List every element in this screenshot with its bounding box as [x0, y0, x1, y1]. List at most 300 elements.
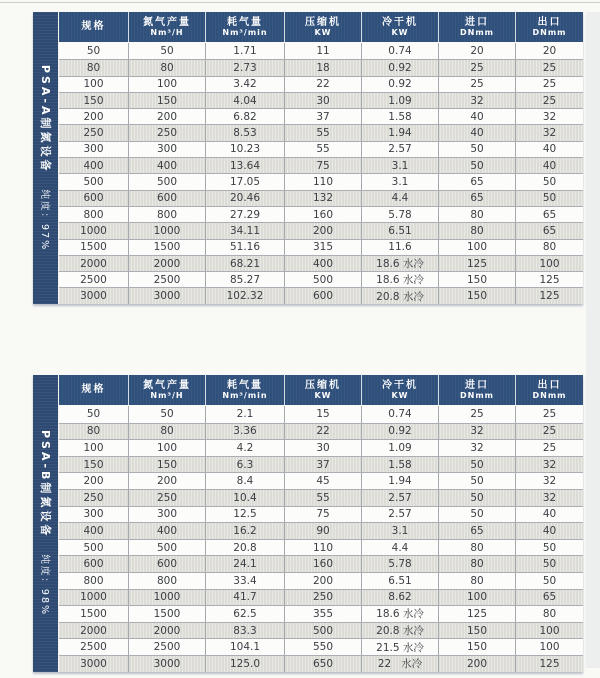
table-cell: 150	[83, 94, 104, 107]
table-cell: 2.57	[361, 142, 438, 157]
column-unit: Nm³/H	[150, 27, 184, 37]
table-cell: 600	[83, 558, 104, 571]
side-label-purity: 纯度：98%	[38, 554, 50, 617]
table-cell: 355	[284, 606, 361, 622]
table-cell: 25	[515, 60, 583, 75]
table-cell: 500	[128, 174, 205, 189]
table-cell: 12.5	[205, 507, 284, 523]
table-cell: 250	[128, 490, 205, 506]
table-cell: 32	[515, 490, 583, 506]
psa-a-spec-table	[33, 12, 583, 304]
column-unit: DNmm	[532, 390, 567, 400]
column-label: 氮气产量	[143, 379, 191, 391]
table-cell: 100	[515, 256, 583, 271]
table-cell: 13.64	[205, 158, 284, 173]
table-cell: 80	[86, 425, 101, 438]
table-cell: 90	[284, 523, 361, 539]
table-cell: 3000	[80, 290, 107, 303]
table-cell: 25	[438, 77, 515, 92]
table-cell: 2000	[128, 256, 205, 271]
table-cell: 2.57	[361, 490, 438, 506]
table-cell: 50	[438, 158, 515, 173]
table-cell: 34.11	[205, 223, 284, 238]
psa-b-grid	[58, 375, 583, 672]
table-cell: 50	[86, 45, 101, 58]
table-cell: 32	[515, 457, 583, 473]
table-cell: 18.6 水冷	[361, 272, 438, 287]
table-row	[59, 406, 583, 423]
table-cell: 40	[438, 109, 515, 124]
table-row	[59, 239, 583, 255]
table-cell: 80	[438, 223, 515, 238]
table-row	[59, 157, 583, 173]
table-cell: 33.4	[205, 573, 284, 589]
column-header	[205, 375, 284, 405]
table-cell: 200	[128, 473, 205, 489]
table-cell: 100	[515, 639, 583, 655]
table-cell: 25	[438, 60, 515, 75]
table-cell: 18.6 水冷	[361, 606, 438, 622]
column-header	[361, 12, 438, 42]
column-header	[128, 375, 205, 405]
table-cell: 50	[438, 142, 515, 157]
table-row	[59, 605, 583, 622]
psa-a-side-strip	[33, 12, 58, 304]
table-cell: 75	[284, 507, 361, 523]
table-row	[59, 173, 583, 189]
column-header	[59, 375, 128, 405]
table-cell: 400	[128, 158, 205, 173]
table-cell: 30	[284, 440, 361, 456]
table-cell: 80	[438, 556, 515, 572]
column-label: 进口	[465, 379, 489, 391]
table-cell: 150	[128, 93, 205, 108]
column-unit: DNmm	[532, 27, 567, 37]
table-cell: 50	[86, 408, 101, 421]
psa-b-spec-table	[33, 375, 583, 672]
column-label: 压缩机	[305, 379, 341, 391]
table-cell: 150	[438, 639, 515, 655]
table-cell: 132	[284, 191, 361, 206]
table-cell: 75	[284, 158, 361, 173]
page-top-rule	[0, 2, 600, 3]
table-cell: 8.62	[361, 590, 438, 606]
table-cell: 11.6	[361, 240, 438, 255]
table-row	[59, 255, 583, 271]
table-cell: 20.46	[205, 191, 284, 206]
table-cell: 2000	[128, 623, 205, 639]
table-cell: 1000	[128, 590, 205, 606]
table-cell: 150	[128, 457, 205, 473]
table-cell: 20	[515, 43, 583, 59]
table-cell: 25	[515, 93, 583, 108]
table-row	[59, 59, 583, 75]
table-cell: 315	[284, 240, 361, 255]
table-cell: 800	[128, 573, 205, 589]
column-header	[438, 375, 515, 405]
table-cell: 1.09	[361, 93, 438, 108]
table-cell: 0.92	[361, 60, 438, 75]
column-unit: KW	[391, 27, 409, 37]
table-cell: 250	[284, 590, 361, 606]
table-cell: 27.29	[205, 207, 284, 222]
table-cell: 500	[284, 272, 361, 287]
column-header	[438, 12, 515, 42]
table-row	[59, 456, 583, 473]
column-label: 出口	[537, 16, 562, 28]
column-label: 规格	[81, 384, 106, 395]
table-row	[59, 472, 583, 489]
table-cell: 41.7	[205, 590, 284, 606]
table-cell: 32	[438, 440, 515, 456]
table-cell: 300	[128, 142, 205, 157]
psa-a-side-label	[38, 65, 54, 251]
table-cell: 50	[128, 406, 205, 423]
table-cell: 50	[515, 540, 583, 556]
table-cell: 5.78	[361, 207, 438, 222]
table-row	[59, 506, 583, 523]
table-cell: 300	[83, 143, 104, 156]
table-cell: 50	[128, 43, 205, 59]
table-cell: 8.4	[205, 473, 284, 489]
table-cell: 500	[83, 176, 104, 189]
column-label: 压缩机	[305, 16, 341, 28]
column-header	[205, 12, 284, 42]
psa-b-side-strip	[33, 375, 58, 672]
table-cell: 125	[515, 656, 583, 672]
side-label-title: PSA-B制氮设备	[38, 430, 52, 539]
table-cell: 400	[128, 523, 205, 539]
table-cell: 32	[515, 109, 583, 124]
table-cell: 16.2	[205, 523, 284, 539]
table-cell: 22	[284, 77, 361, 92]
column-unit: Nm³/min	[222, 27, 268, 37]
table-row	[59, 108, 583, 124]
column-header	[284, 12, 361, 42]
table-cell: 80	[438, 207, 515, 222]
table-cell: 2500	[80, 273, 107, 286]
table-cell: 100	[438, 240, 515, 255]
table-row	[59, 423, 583, 440]
table-row	[59, 522, 583, 539]
table-cell: 250	[83, 491, 104, 504]
table-cell: 1.94	[361, 125, 438, 140]
column-header	[284, 375, 361, 405]
column-header	[515, 12, 583, 42]
column-label: 规格	[81, 21, 106, 32]
table-cell: 6.82	[205, 109, 284, 124]
side-label-title: PSA-A制氮设备	[38, 64, 52, 174]
table-cell: 18.6 水冷	[361, 256, 438, 271]
table-row	[59, 76, 583, 92]
column-unit: DNmm	[459, 27, 494, 37]
table-cell: 400	[284, 256, 361, 271]
table-cell: 3.1	[361, 523, 438, 539]
table-row	[59, 555, 583, 572]
table-cell: 2500	[80, 641, 107, 654]
table-cell: 200	[284, 223, 361, 238]
table-cell: 3.36	[205, 424, 284, 440]
table-cell: 800	[83, 208, 104, 221]
table-cell: 83.3	[205, 623, 284, 639]
table-row	[59, 43, 583, 59]
table-cell: 400	[83, 159, 104, 172]
table-cell: 800	[128, 207, 205, 222]
table-cell: 100	[128, 440, 205, 456]
column-unit: KW	[314, 390, 332, 400]
psa-b-header-row	[59, 375, 583, 405]
table-cell: 22 水冷	[361, 656, 438, 672]
psa-a-grid	[58, 12, 583, 304]
table-cell: 65	[438, 523, 515, 539]
table-cell: 104.1	[205, 639, 284, 655]
column-label: 进口	[465, 16, 489, 28]
table-row	[59, 622, 583, 639]
table-cell: 25	[438, 406, 515, 423]
table-cell: 65	[515, 223, 583, 238]
table-cell: 800	[83, 574, 104, 587]
table-cell: 600	[128, 556, 205, 572]
table-cell: 4.4	[361, 191, 438, 206]
table-cell: 1500	[80, 607, 107, 620]
table-cell: 20.8 水冷	[361, 288, 438, 303]
table-cell: 250	[83, 127, 104, 140]
table-cell: 50	[438, 490, 515, 506]
table-row	[59, 638, 583, 655]
table-cell: 3000	[128, 288, 205, 303]
table-cell: 32	[515, 125, 583, 140]
table-cell: 50	[515, 556, 583, 572]
table-row	[59, 439, 583, 456]
table-row	[59, 206, 583, 222]
table-cell: 62.5	[205, 606, 284, 622]
table-cell: 3.42	[205, 77, 284, 92]
column-unit: Nm³/H	[150, 390, 184, 400]
table-cell: 1500	[128, 240, 205, 255]
table-cell: 50	[515, 191, 583, 206]
column-label: 冷干机	[382, 16, 418, 28]
column-unit: KW	[391, 390, 409, 400]
table-cell: 1.71	[205, 43, 284, 59]
table-row	[59, 190, 583, 206]
column-unit: Nm³/min	[222, 390, 268, 400]
table-row	[59, 489, 583, 506]
table-cell: 65	[438, 174, 515, 189]
table-cell: 250	[128, 125, 205, 140]
table-cell: 300	[128, 507, 205, 523]
table-cell: 37	[284, 109, 361, 124]
table-cell: 200	[284, 573, 361, 589]
table-cell: 50	[515, 573, 583, 589]
table-cell: 2.1	[205, 406, 284, 423]
table-cell: 100	[83, 78, 104, 91]
table-cell: 200	[83, 475, 104, 488]
table-cell: 20.8 水冷	[361, 623, 438, 639]
table-cell: 150	[438, 272, 515, 287]
psa-a-header-row	[59, 12, 583, 42]
table-cell: 1.94	[361, 473, 438, 489]
table-cell: 22	[284, 424, 361, 440]
table-cell: 40	[515, 507, 583, 523]
table-cell: 40	[515, 142, 583, 157]
table-cell: 100	[128, 77, 205, 92]
table-cell: 2500	[128, 639, 205, 655]
table-cell: 1500	[80, 241, 107, 254]
table-cell: 24.1	[205, 556, 284, 572]
table-cell: 51.16	[205, 240, 284, 255]
table-cell: 40	[438, 125, 515, 140]
table-cell: 1500	[128, 606, 205, 622]
table-cell: 3.1	[361, 158, 438, 173]
table-cell: 37	[284, 457, 361, 473]
table-cell: 5.78	[361, 556, 438, 572]
table-cell: 20	[438, 43, 515, 59]
table-cell: 80	[438, 573, 515, 589]
table-cell: 10.4	[205, 490, 284, 506]
table-cell: 0.92	[361, 424, 438, 440]
table-cell: 125	[438, 606, 515, 622]
table-row	[59, 92, 583, 108]
table-cell: 50	[438, 457, 515, 473]
table-cell: 2000	[80, 257, 107, 270]
table-row	[59, 287, 583, 303]
table-cell: 500	[128, 540, 205, 556]
table-cell: 125	[515, 272, 583, 287]
column-label: 氮气产量	[143, 16, 191, 28]
table-cell: 2500	[128, 272, 205, 287]
table-cell: 2.73	[205, 60, 284, 75]
table-cell: 80	[515, 606, 583, 622]
table-cell: 6.51	[361, 573, 438, 589]
table-cell: 110	[284, 174, 361, 189]
table-cell: 500	[284, 623, 361, 639]
table-cell: 45	[284, 473, 361, 489]
table-row	[59, 572, 583, 589]
table-row	[59, 124, 583, 140]
table-cell: 4.4	[361, 540, 438, 556]
table-cell: 150	[438, 288, 515, 303]
column-header	[361, 375, 438, 405]
table-cell: 32	[438, 93, 515, 108]
table-cell: 18	[284, 60, 361, 75]
table-cell: 300	[83, 508, 104, 521]
table-cell: 150	[438, 623, 515, 639]
table-cell: 50	[438, 473, 515, 489]
column-header	[128, 12, 205, 42]
table-cell: 500	[83, 541, 104, 554]
table-cell: 1000	[128, 223, 205, 238]
column-label: 耗气量	[227, 16, 263, 28]
table-cell: 125.0	[205, 656, 284, 672]
table-cell: 200	[83, 110, 104, 123]
table-cell: 100	[515, 623, 583, 639]
table-cell: 3000	[80, 657, 107, 670]
table-cell: 200	[128, 109, 205, 124]
table-cell: 3.1	[361, 174, 438, 189]
table-cell: 2000	[80, 624, 107, 637]
table-cell: 100	[438, 590, 515, 606]
table-row	[59, 589, 583, 606]
table-cell: 200	[438, 656, 515, 672]
table-cell: 550	[284, 639, 361, 655]
table-cell: 2.57	[361, 507, 438, 523]
table-cell: 125	[515, 288, 583, 303]
table-row	[59, 141, 583, 157]
column-label: 耗气量	[227, 379, 263, 391]
table-cell: 85.27	[205, 272, 284, 287]
table-cell: 80	[86, 61, 101, 74]
table-cell: 17.05	[205, 174, 284, 189]
column-unit: DNmm	[459, 390, 494, 400]
table-cell: 20.8	[205, 540, 284, 556]
table-cell: 40	[515, 523, 583, 539]
table-cell: 1.58	[361, 457, 438, 473]
table-cell: 50	[515, 174, 583, 189]
table-cell: 4.04	[205, 93, 284, 108]
table-cell: 650	[284, 656, 361, 672]
table-cell: 400	[83, 524, 104, 537]
table-cell: 68.21	[205, 256, 284, 271]
table-row	[59, 655, 583, 672]
table-cell: 1000	[80, 591, 107, 604]
table-cell: 25	[515, 406, 583, 423]
table-cell: 4.2	[205, 440, 284, 456]
table-row	[59, 271, 583, 287]
table-cell: 0.74	[361, 43, 438, 59]
table-cell: 150	[83, 458, 104, 471]
table-cell: 600	[284, 288, 361, 303]
table-cell: 160	[284, 207, 361, 222]
table-cell: 80	[438, 540, 515, 556]
table-cell: 65	[515, 590, 583, 606]
table-cell: 1.58	[361, 109, 438, 124]
table-cell: 30	[284, 93, 361, 108]
table-cell: 80	[128, 60, 205, 75]
table-cell: 11	[284, 43, 361, 59]
table-cell: 10.23	[205, 142, 284, 157]
table-cell: 80	[515, 240, 583, 255]
table-cell: 50	[438, 507, 515, 523]
psa-b-side-label	[38, 430, 54, 616]
table-cell: 3000	[128, 656, 205, 672]
table-cell: 32	[438, 424, 515, 440]
table-cell: 65	[515, 207, 583, 222]
table-cell: 1000	[80, 224, 107, 237]
table-cell: 6.51	[361, 223, 438, 238]
column-header	[59, 12, 128, 42]
table-cell: 102.32	[205, 288, 284, 303]
table-cell: 65	[438, 191, 515, 206]
table-cell: 8.53	[205, 125, 284, 140]
table-cell: 110	[284, 540, 361, 556]
table-cell: 40	[515, 158, 583, 173]
table-cell: 55	[284, 142, 361, 157]
table-row	[59, 222, 583, 238]
table-cell: 125	[438, 256, 515, 271]
column-unit: KW	[314, 27, 332, 37]
table-cell: 0.74	[361, 406, 438, 423]
column-header	[515, 375, 583, 405]
table-cell: 25	[515, 440, 583, 456]
table-cell: 80	[128, 424, 205, 440]
table-cell: 55	[284, 490, 361, 506]
column-label: 冷干机	[382, 379, 418, 391]
table-row	[59, 539, 583, 556]
table-cell: 0.92	[361, 77, 438, 92]
psa-a-rows	[59, 42, 583, 304]
table-cell: 160	[284, 556, 361, 572]
table-cell: 15	[284, 406, 361, 423]
